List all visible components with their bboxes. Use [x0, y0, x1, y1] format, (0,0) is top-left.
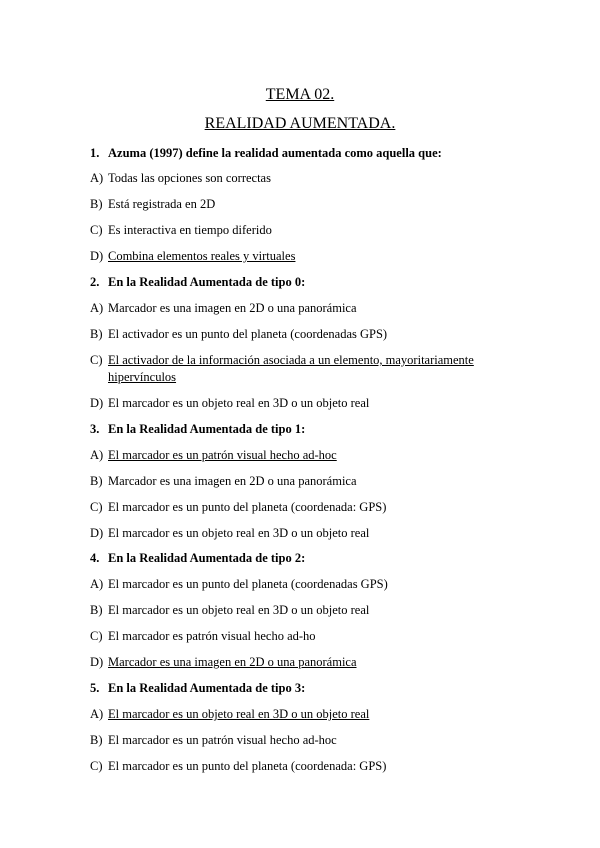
option-text: Marcador es una imagen en 2D o una panorámica	[108, 474, 357, 488]
answer-option	[90, 628, 490, 645]
option-text: El marcador es un patrón visual hecho ad-hoc	[108, 733, 337, 747]
page-title: REALIDAD AUMENTADA.	[204, 115, 396, 132]
option-letter: A)	[90, 448, 104, 462]
option-letter: A)	[90, 301, 104, 315]
option-letter: B)	[90, 603, 103, 617]
option-text: El marcador es un objeto real en 3D o un objeto real	[108, 603, 370, 617]
option-text: El marcador es un objeto real en 3D o un objeto real	[108, 707, 370, 721]
answer-option	[90, 395, 490, 412]
option-letter: B)	[90, 474, 103, 488]
option-text: Todas las opciones son correctas	[108, 171, 271, 185]
option-letter: D)	[90, 396, 104, 410]
option-letter: C)	[90, 500, 103, 514]
option-text: Combina elementos reales y virtuales	[108, 249, 296, 263]
question-heading	[90, 551, 305, 566]
question-number: 1.	[90, 146, 100, 160]
question-text: En la Realidad Aumentada de tipo 1:	[108, 422, 306, 436]
question-heading	[90, 275, 305, 290]
answer-option	[90, 222, 490, 239]
option-letter: B)	[90, 197, 103, 211]
answer-option	[90, 576, 490, 593]
option-letter: A)	[90, 171, 104, 185]
question-number: 4.	[90, 551, 100, 565]
option-text: El marcador es un patrón visual hecho ad-hoc	[108, 448, 337, 462]
answer-option	[90, 196, 490, 213]
answer-option-correct	[90, 352, 490, 386]
answer-option-correct	[90, 248, 490, 265]
answer-option-correct	[90, 654, 490, 671]
answer-option	[90, 170, 490, 187]
question-text: Azuma (1997) define la realidad aumentada como aquella que:	[108, 146, 442, 160]
answer-option	[90, 499, 490, 516]
question-text: En la Realidad Aumentada de tipo 3:	[108, 681, 306, 695]
answer-option	[90, 758, 490, 775]
option-text: El marcador es un objeto real en 3D o un objeto real	[108, 396, 370, 410]
topic-label: TEMA 02.	[265, 86, 335, 103]
option-letter: D)	[90, 526, 104, 540]
answer-option	[90, 473, 490, 490]
option-text: El marcador es un objeto real en 3D o un objeto real	[108, 526, 370, 540]
option-letter: C)	[90, 759, 103, 773]
option-letter: D)	[90, 655, 104, 669]
question-number: 2.	[90, 275, 100, 289]
option-letter: B)	[90, 733, 103, 747]
answer-option-correct	[90, 706, 490, 723]
option-text: El marcador es un punto del planeta (coordenada: GPS)	[108, 759, 387, 773]
answer-option	[90, 602, 490, 619]
option-letter: A)	[90, 707, 104, 721]
answer-option	[90, 732, 490, 749]
option-letter: A)	[90, 577, 104, 591]
option-letter: D)	[90, 249, 104, 263]
question-number: 3.	[90, 422, 100, 436]
question-number: 5.	[90, 681, 100, 695]
answer-option	[90, 326, 490, 343]
question-text: En la Realidad Aumentada de tipo 0:	[108, 275, 306, 289]
question-heading	[90, 422, 305, 437]
option-letter: B)	[90, 327, 103, 341]
answer-option	[90, 300, 490, 317]
option-letter: C)	[90, 353, 103, 367]
question-text: En la Realidad Aumentada de tipo 2:	[108, 551, 306, 565]
option-text: Es interactiva en tiempo diferido	[108, 223, 272, 237]
option-text: El marcador es un punto del planeta (coordenada: GPS)	[108, 500, 387, 514]
question-heading	[90, 681, 305, 696]
option-text: El marcador es un punto del planeta (coordenadas GPS)	[108, 577, 388, 591]
answer-option	[90, 525, 490, 542]
option-text: Está registrada en 2D	[108, 197, 216, 211]
option-text: Marcador es una imagen en 2D o una panorámica	[108, 301, 357, 315]
option-letter: C)	[90, 223, 103, 237]
option-text: El activador es un punto del planeta (coordenadas GPS)	[108, 327, 388, 341]
answer-option-correct	[90, 447, 490, 464]
option-text: El activador de la información asociada a un elemento, mayoritariamente hipervínculos	[108, 353, 474, 384]
option-text: Marcador es una imagen en 2D o una panorámica	[108, 655, 357, 669]
option-letter: C)	[90, 629, 103, 643]
question-heading	[90, 146, 442, 161]
option-text: El marcador es patrón visual hecho ad-ho	[108, 629, 316, 643]
